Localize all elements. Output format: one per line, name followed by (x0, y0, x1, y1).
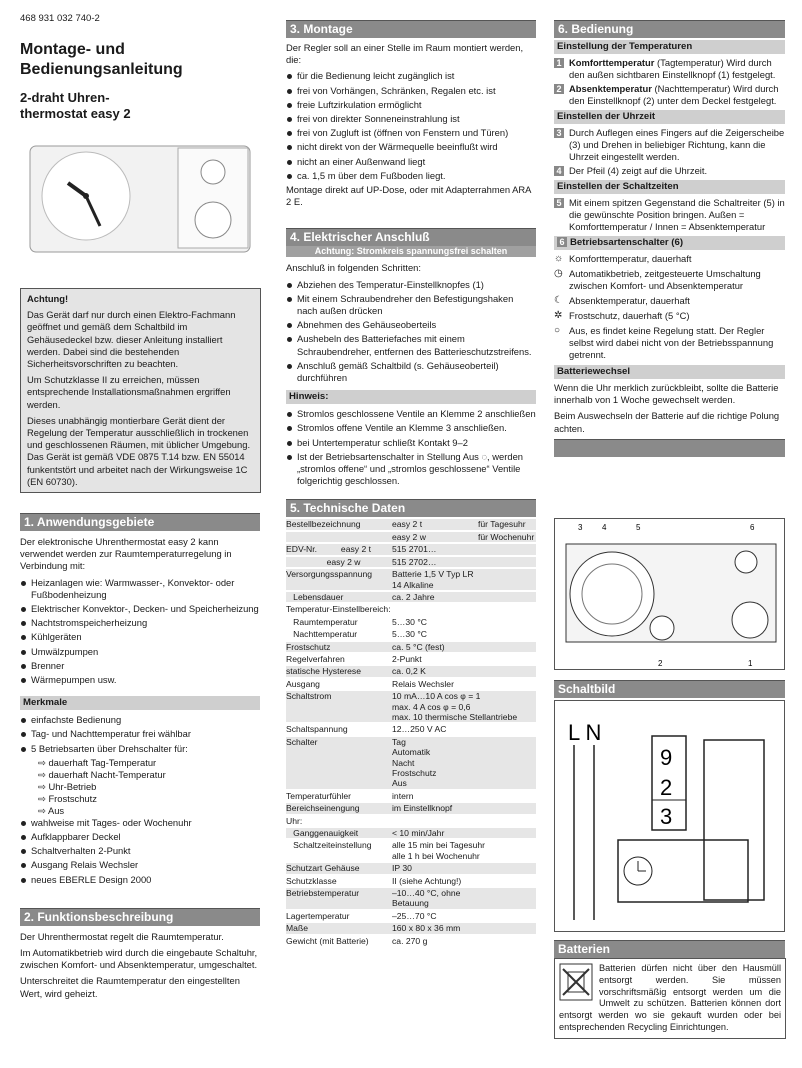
section-heading: 1. Anwendungsgebiete (20, 513, 260, 531)
table-cell: ca. 2 Jahre (392, 591, 478, 603)
table-row (286, 653, 536, 665)
bullet-list (20, 714, 260, 755)
crossed-bin-icon (559, 963, 593, 1001)
list-item: Mit einem Schraubendreher den Befestigungshaken nach außen drücken (286, 293, 536, 317)
table-cell: Betriebstemperatur (286, 887, 392, 910)
section-heading: Batterien (554, 940, 785, 958)
svg-text:4: 4 (602, 523, 607, 532)
table-cell: Nachttemperatur (286, 629, 358, 640)
subsection-heading: Einstellen der Schaltzeiten (554, 180, 785, 194)
svg-text:6: 6 (750, 523, 755, 532)
table-cell (478, 556, 536, 568)
section-heading (554, 439, 785, 457)
paragraph: Der elektronische Uhrenthermostat easy 2 kann verwendet werden zur Raumtemperaturregelung in Verbindung mit: (20, 536, 232, 572)
wiring-diagram (554, 700, 785, 932)
table-cell: 5…30 °C (392, 616, 427, 627)
subsection-heading: Merkmale (20, 696, 260, 710)
list-item: Ist der Betriebsartenschalter in Stellung Aus ◌, werden „stromlos offene“ und „stromlos geschlossene“ Ventile folgerichtig geschlossen. (286, 451, 536, 488)
mode-list-item: ⇨ dauerhaft Nacht-Temperatur (38, 768, 166, 780)
table-cell (478, 568, 536, 591)
paragraph: Wenn die Uhr merklich zurückbleibt, sollte die Batterie innerhalb von 1 Woche gewechselt werden. (554, 382, 779, 406)
list-item: Wärmepumpen usw. (20, 674, 260, 686)
list-item: Ausgang Relais Wechsler (20, 859, 260, 871)
mode-list-item: ⇨ Uhr-Betrieb (38, 780, 97, 792)
table-cell: 515 2702… (392, 556, 478, 568)
section-heading: 4. Elektrischer Anschluß (286, 228, 536, 246)
clock-icon: ◷ (554, 268, 563, 279)
table-cell (478, 723, 536, 735)
table-cell (478, 628, 536, 640)
list-item: wahlweise mit Tages- oder Wochenuhr (20, 817, 260, 829)
paragraph: Montage direkt auf UP-Dose, oder mit Adapterrahmen ARA 2 E. (286, 184, 531, 208)
table-cell (478, 887, 536, 910)
paragraph: Unterschreitet die Raumtemperatur den eingestellten Wert, wird geheizt. (20, 975, 240, 999)
table-cell (478, 665, 536, 677)
svg-text:2: 2 (658, 659, 663, 668)
mode-item: ✲ Frostschutz, dauerhaft (5 °C) (554, 310, 690, 321)
bullet-list (286, 279, 536, 385)
paragraph: Der Regler soll an einer Stelle im Raum montiert werden, die: (286, 42, 524, 66)
table-cell (478, 543, 536, 555)
table-cell: für Tagesuhr (478, 519, 536, 530)
table-cell: Temperaturfühler (286, 790, 351, 801)
table-cell: 10 mA…10 A cos φ = 1 max. 4 A cos φ = 0,6 max. 10 thermische Stellantriebe (392, 690, 536, 723)
table-cell: EDV-Nr. easy 2 t (286, 543, 392, 555)
list-item: Heizanlagen wie: Warmwasser-, Konvektor- oder Fußbodenheizung (20, 577, 260, 601)
table-cell: Frostschutz (286, 641, 392, 653)
list-item: Aufklappbarer Deckel (20, 831, 260, 843)
list-item: Brenner (20, 660, 260, 672)
list-item: freie Luftzirkulation ermöglicht (286, 99, 536, 111)
list-item: nicht direkt von der Wärmequelle beeinflußt wird (286, 141, 536, 153)
table-cell (478, 790, 536, 802)
table-row (286, 802, 536, 814)
table-row (286, 827, 536, 839)
table-cell: Schaltstrom (286, 690, 392, 723)
table-cell: Uhr: (286, 815, 303, 826)
table-cell: Schutzklasse (286, 875, 337, 886)
table-cell (478, 827, 536, 839)
table-cell: Maße (286, 922, 392, 934)
table-cell: Lagertemperatur (286, 910, 350, 921)
table-cell (286, 531, 392, 543)
list-item: frei von direkter Sonneneinstrahlung ist (286, 113, 536, 125)
snowflake-icon: ✲ (554, 310, 563, 321)
warning-text: Dieses unabhängig montierbare Gerät dient der Regelung der Temperatur ausschließlich in trockenen und geschlossenen Räumen, mit üblicher Umgebung. Das Gerät ist gemäß VDE 0875 T.14 bzw. EN 55014 funkentstört und arbeitet nach der Wirkungsweise 1C (EN 60730). (27, 414, 251, 487)
table-cell: 160 x 80 x 36 mm (392, 922, 478, 934)
table-cell: Temperatur-Einstellbereich: (286, 604, 391, 615)
mode-list-item: ⇨ Aus (38, 804, 65, 816)
instruction-step: 2 Absenktemperatur (Nachttemperatur) Wird durch den Einstellknopf (2) unter dem Deckel festgelegt. (554, 83, 785, 107)
table-row (286, 723, 536, 735)
list-item: Umwälzpumpen (20, 646, 260, 658)
table-cell: Tag Automatik Nacht Frostschutz Aus (392, 736, 536, 790)
table-cell: Bereichseinengung (286, 802, 392, 814)
list-item: einfachste Bedienung (20, 714, 260, 726)
table-cell (478, 862, 536, 874)
device-diagram (554, 518, 785, 670)
instruction-step: 4 Der Pfeil (4) zeigt auf die Uhrzeit. (554, 165, 785, 177)
table-cell: ca. 270 g (392, 935, 428, 946)
table-cell (392, 603, 478, 615)
page-title: Montage- und Bedienungsanleitung (20, 41, 183, 78)
table-row (286, 690, 536, 723)
subsection-heading: Batteriewechsel (554, 365, 785, 379)
table-row (286, 665, 536, 677)
table-cell (478, 815, 536, 827)
table-cell: easy 2 w (286, 556, 392, 568)
moon-icon: ☾ (554, 295, 563, 306)
table-row (286, 910, 536, 922)
list-item: Stromlos offene Ventile an Klemme 3 anschließen. (286, 422, 536, 434)
table-cell: ca. 0,2 K (392, 665, 478, 677)
list-item: Kühlgeräten (20, 631, 260, 643)
page-subtitle: 2-draht Uhren- thermostat easy 2 (20, 90, 131, 121)
paragraph: Im Automatikbetrieb wird durch die eingebaute Schaltuhr, zwischen Komfort- und Absenktemperatur, umgeschaltet. (20, 947, 258, 971)
table-row (286, 678, 536, 690)
list-item: Stromlos geschlossene Ventile an Klemme 2 anschließen (286, 408, 536, 420)
table-cell: Raumtemperatur (286, 616, 358, 627)
table-row (286, 603, 536, 615)
table-cell: IP 30 (392, 862, 478, 874)
warning-text: Um Schutzklasse II zu erreichen, müssen entsprechende Installationsmaßnahmen ergriffen werden. (27, 374, 231, 410)
thermostat-product-image (28, 138, 258, 258)
list-item: bei Untertemperatur schließt Kontakt 9–2 (286, 437, 536, 449)
svg-text:3: 3 (660, 804, 673, 829)
table-cell: 515 2701… (392, 543, 478, 555)
instruction-step: 3 Durch Auflegen eines Fingers auf die Zeigerscheibe (3) und Drehen in beliebiger Richtung, kann die Uhrzeit eingestellt werden. (554, 127, 785, 163)
table-cell: < 10 min/Jahr (392, 827, 478, 839)
table-row (286, 628, 536, 640)
svg-text:9: 9 (660, 745, 673, 770)
svg-text:3: 3 (578, 523, 583, 532)
table-cell: Schaltspannung (286, 724, 348, 735)
mode-item: ○ Aus, es findet keine Regelung statt. Der Regler selbst wird dabei nicht von der Betriebsspannung getrennt. (554, 325, 774, 360)
battery-text: Batterien dürfen nicht über den Hausmüll entsorgt werden. Sie müssen vorschriftsmäßig entsorgt werden um die Umwelt zu schützen. Batterien können dort entsorgt werden wo sie gekauft wurden oder bei entsprechenden Recycling Einrichtungen. (559, 963, 781, 1032)
mode-item: ☼ Komforttemperatur, dauerhaft (554, 253, 692, 264)
table-cell (392, 815, 478, 827)
table-cell (478, 641, 536, 653)
table-cell: easy 2 w (392, 531, 478, 543)
table-row (286, 935, 536, 947)
warning-heading: Achtung! (27, 293, 69, 304)
table-cell: Ausgang (286, 678, 320, 689)
table-cell: intern (392, 790, 414, 801)
table-cell (478, 603, 536, 615)
table-cell: ca. 5 °C (fest) (392, 641, 478, 653)
table-row (286, 543, 536, 555)
paragraph: Beim Auswechseln der Batterie auf die richtige Polung achten. (554, 410, 780, 434)
table-row (286, 519, 536, 530)
paragraph: Anschluß in folgenden Schritten: (286, 262, 421, 274)
svg-text:5: 5 (636, 523, 641, 532)
table-cell: Batterie 1,5 V Typ LR 14 Alkaline (392, 568, 478, 591)
bullet-list (286, 408, 536, 487)
table-cell: Ganggenauigkeit (286, 827, 392, 839)
table-cell: Relais Wechsler (392, 678, 454, 689)
off-icon: ○ (554, 325, 561, 336)
table-cell: Bestellbezeichnung (286, 519, 392, 530)
table-cell (478, 875, 536, 887)
mode-item: ☾ Absenktemperatur, dauerhaft (554, 295, 690, 306)
table-row (286, 790, 536, 802)
list-item: ca. 1,5 m über dem Fußboden liegt. (286, 170, 536, 182)
list-item: neues EBERLE Design 2000 (20, 874, 260, 886)
table-cell: easy 2 t (392, 519, 478, 530)
table-row (286, 616, 536, 628)
mode-item: ◷ Automatikbetrieb, zeitgesteuerte Umschaltung zwischen Komfort- und Absenktemperatur (554, 268, 761, 291)
list-item: frei von Vorhängen, Schränken, Regalen etc. ist (286, 85, 536, 97)
list-item: Anschluß gemäß Schaltbild (s. Gehäuseoberteil) durchführen (286, 360, 536, 384)
subsection-heading: Einstellen der Uhrzeit (554, 110, 785, 124)
table-cell: –25…70 °C (392, 910, 437, 921)
list-item: Abnehmen des Gehäuseoberteils (286, 319, 536, 331)
table-row (286, 862, 536, 874)
list-item: frei von Zugluft ist (öffnen von Fenstern und Türen) (286, 127, 536, 139)
section-heading: 6. Bedienung (554, 20, 785, 38)
subsection-heading: Einstellung der Temperaturen (554, 40, 785, 54)
subsection-heading: Hinweis: (286, 390, 536, 404)
bullet-list (286, 70, 536, 182)
table-cell: statische Hysterese (286, 665, 392, 677)
subsection-heading: 6 Betriebsartenschalter (6) (554, 236, 785, 250)
battery-notice (554, 958, 786, 1039)
table-cell: Versorgungsspannung (286, 568, 392, 591)
table-row (286, 556, 536, 568)
table-cell (478, 922, 536, 934)
table-cell: Regelverfahren (286, 653, 345, 664)
table-cell: 12…250 V AC (392, 724, 447, 735)
table-cell: –10…40 °C, ohne Betauung (392, 887, 478, 910)
table-row (286, 887, 536, 910)
list-item: Schaltverhalten 2-Punkt (20, 845, 260, 857)
table-cell (478, 910, 536, 922)
section-heading: 3. Montage (286, 20, 536, 38)
warning-box (20, 288, 261, 493)
mode-list-item: ⇨ Frostschutz (38, 792, 97, 804)
instruction-step: 5 Mit einem spitzen Gegenstand die Schaltreiter (5) in die gewünschte Position bringen. Außen = Komforttemperatur / Innen = Absenktemperatur (554, 197, 785, 233)
table-cell (478, 653, 536, 665)
mode-list (20, 757, 260, 817)
tech-data-table (286, 519, 536, 948)
table-cell: Lebensdauer (286, 591, 392, 603)
table-cell (478, 678, 536, 690)
list-item: 5 Betriebsarten über Drehschalter für: (20, 743, 260, 755)
table-cell: II (siehe Achtung!) (392, 875, 462, 886)
list-item: Elektrischer Konvektor-, Decken- und Speicherheizung (20, 603, 260, 615)
svg-text:2: 2 (660, 775, 673, 800)
table-cell: Schutzart Gehäuse (286, 862, 392, 874)
table-row (286, 815, 536, 827)
table-cell: für Wochenuhr (478, 531, 535, 542)
section-heading: 5. Technische Daten (286, 499, 536, 517)
table-cell: Schaltzeiteinstellung (286, 840, 372, 851)
table-row (286, 531, 536, 543)
svg-text:L N: L N (568, 720, 602, 745)
table-cell: 5…30 °C (392, 629, 427, 640)
table-row (286, 875, 536, 887)
table-cell: Gewicht (mit Batterie) (286, 935, 369, 946)
list-item: Abziehen des Temperatur-Einstellknopfes (1) (286, 279, 536, 291)
table-row (286, 922, 536, 934)
table-row (286, 641, 536, 653)
table-cell: alle 15 min bei Tagesuhr alle 1 h bei Wochenuhr (392, 840, 485, 861)
list-item: für die Bedienung leicht zugänglich ist (286, 70, 536, 82)
table-cell: im Einstellknopf (392, 802, 478, 814)
svg-text:1: 1 (748, 659, 753, 668)
table-cell (478, 616, 536, 628)
sun-icon: ☼ (554, 253, 564, 264)
bullet-list (20, 577, 260, 687)
list-item: nicht an einer Außenwand liegt (286, 156, 536, 168)
paragraph: Der Uhrenthermostat regelt die Raumtemperatur. (20, 930, 224, 942)
warning-text: Das Gerät darf nur durch einen Elektro-Fachmann geöffnet und gemäß dem Schaltbild im Gehäusedeckel bzw. dieser Anleitung installiert werden. Dabei sind die bestehenden Sicherheitsvorschriften zu beachten. (27, 309, 236, 370)
instruction-step: 1 Komforttemperatur (Tagtemperatur) Wird durch den außen sichtbaren Einstellknopf (1) festgelegt. (554, 57, 785, 81)
table-row (286, 568, 536, 591)
document-number: 468 931 032 740-2 (20, 13, 100, 24)
table-cell (478, 591, 536, 603)
table-row (286, 839, 536, 862)
list-item: Tag- und Nachttemperatur frei wählbar (20, 728, 260, 740)
table-cell: 2-Punkt (392, 653, 422, 664)
table-row (286, 736, 536, 790)
table-cell: Schalter (286, 736, 392, 790)
list-item: Nachtstromspeicherheizung (20, 617, 260, 629)
section-heading: Schaltbild (554, 680, 785, 698)
mode-list-item: ⇨ dauerhaft Tag-Temperatur (38, 756, 157, 768)
section-heading: 2. Funktionsbeschreibung (20, 908, 260, 926)
table-row (286, 591, 536, 603)
list-item: Aushebeln des Batteriefaches mit einem Schraubendreher, entfernen des Batterieschutzstreifens. (286, 333, 536, 357)
bullet-list (20, 817, 260, 886)
table-cell (478, 935, 536, 947)
table-cell (478, 802, 536, 814)
warning-subheading: Achtung: Stromkreis spannungsfrei schalten (286, 246, 536, 257)
